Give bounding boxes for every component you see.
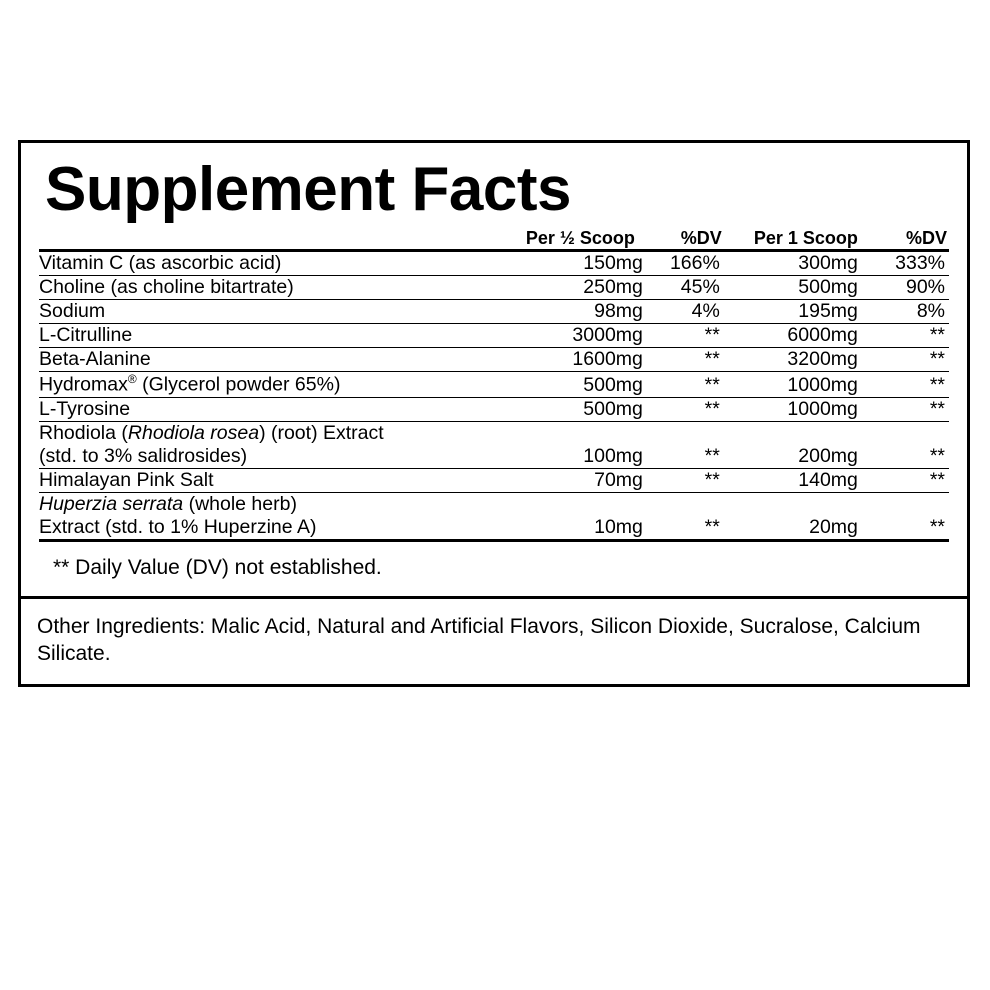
amount-half: 500mg	[508, 372, 643, 398]
dv-full: **	[864, 372, 949, 398]
amount-full: 1000mg	[724, 372, 864, 398]
table-body	[39, 252, 949, 542]
amount-half: 150mg	[508, 252, 643, 276]
dv-full: **	[864, 421, 949, 468]
dv-full: **	[864, 468, 949, 492]
table-row	[39, 324, 949, 348]
dv-half: **	[643, 468, 724, 492]
column-header-dv-full: %DV	[905, 228, 947, 249]
amount-half: 250mg	[508, 276, 643, 300]
table-row	[39, 276, 949, 300]
table-row	[39, 372, 949, 398]
nutrient-name: Hydromax® (Glycerol powder 65%)	[39, 372, 508, 398]
page-title: Supplement Facts	[45, 155, 571, 224]
amount-full: 200mg	[724, 421, 864, 468]
dv-half: **	[643, 372, 724, 398]
dv-half: **	[643, 324, 724, 348]
amount-half: 1600mg	[508, 348, 643, 372]
dv-half: 4%	[643, 300, 724, 324]
table-row	[39, 397, 949, 421]
nutrient-name-line2: (std. to 3% salidrosides)	[39, 444, 248, 467]
column-header-half-scoop: Per ½ Scoop	[525, 228, 635, 249]
table-row	[39, 300, 949, 324]
nutrient-name: Himalayan Pink Salt	[39, 468, 508, 492]
table-row	[39, 252, 949, 276]
nutrient-name: Sodium	[39, 300, 508, 324]
amount-half: 70mg	[508, 468, 643, 492]
nutrient-name: Vitamin C (as ascorbic acid)	[39, 252, 508, 276]
dv-full: 333%	[864, 252, 949, 276]
dv-half: **	[643, 397, 724, 421]
amount-full: 6000mg	[724, 324, 864, 348]
dv-full: 8%	[864, 300, 949, 324]
nutrient-name: Rhodiola (Rhodiola rosea) (root) Extract (std. to 3% salidrosides)	[39, 421, 508, 468]
dv-half: **	[643, 421, 724, 468]
amount-full: 3200mg	[724, 348, 864, 372]
registered-mark-icon: ®	[127, 372, 137, 387]
amount-full: 500mg	[724, 276, 864, 300]
table-row	[39, 348, 949, 372]
table-row	[39, 421, 949, 468]
nutrient-name: Choline (as choline bitartrate)	[39, 276, 508, 300]
table-header-row	[39, 228, 949, 251]
column-header-full-scoop: Per 1 Scoop	[753, 228, 858, 249]
column-header-dv-half: %DV	[680, 228, 722, 249]
other-ingredients: Other Ingredients: Malic Acid, Natural and Artificial Flavors, Silicon Dioxide, Sucralose, Calcium Silicate.	[37, 614, 921, 666]
dv-full: **	[929, 515, 945, 538]
amount-half: 3000mg	[508, 324, 643, 348]
table-row	[39, 492, 949, 540]
nutrient-name: Beta-Alanine	[39, 348, 508, 372]
facts-body	[21, 228, 967, 599]
dv-full: **	[864, 324, 949, 348]
amount-full: 1000mg	[724, 397, 864, 421]
amount-half: 500mg	[508, 397, 643, 421]
nutrient-name: L-Tyrosine	[39, 397, 508, 421]
column-header-name	[39, 228, 508, 251]
supplement-facts-panel	[18, 140, 970, 687]
amount-full: 20mg	[809, 515, 858, 538]
amount-half: 98mg	[508, 300, 643, 324]
supplement-facts-table	[39, 228, 949, 542]
dv-full: **	[864, 397, 949, 421]
dv-full: **	[864, 348, 949, 372]
daily-value-note: ** Daily Value (DV) not established.	[53, 555, 382, 579]
table-row	[39, 468, 949, 492]
dv-half: 166%	[643, 252, 724, 276]
amount-full: 195mg	[724, 300, 864, 324]
dv-half: 45%	[643, 276, 724, 300]
dv-full: 90%	[864, 276, 949, 300]
dv-half: **	[643, 348, 724, 372]
amount-full: 300mg	[724, 252, 864, 276]
amount-half: 100mg	[508, 421, 643, 468]
amount-full: 140mg	[724, 468, 864, 492]
amount-half: 10mg	[594, 515, 643, 538]
nutrient-name-line2: Extract (std. to 1% Huperzine A)	[39, 515, 317, 538]
nutrient-name: Huperzia serrata (whole herb) Extract (std. to 1% Huperzine A)	[39, 492, 508, 540]
dv-half: **	[704, 515, 720, 538]
nutrient-name: L-Citrulline	[39, 324, 508, 348]
